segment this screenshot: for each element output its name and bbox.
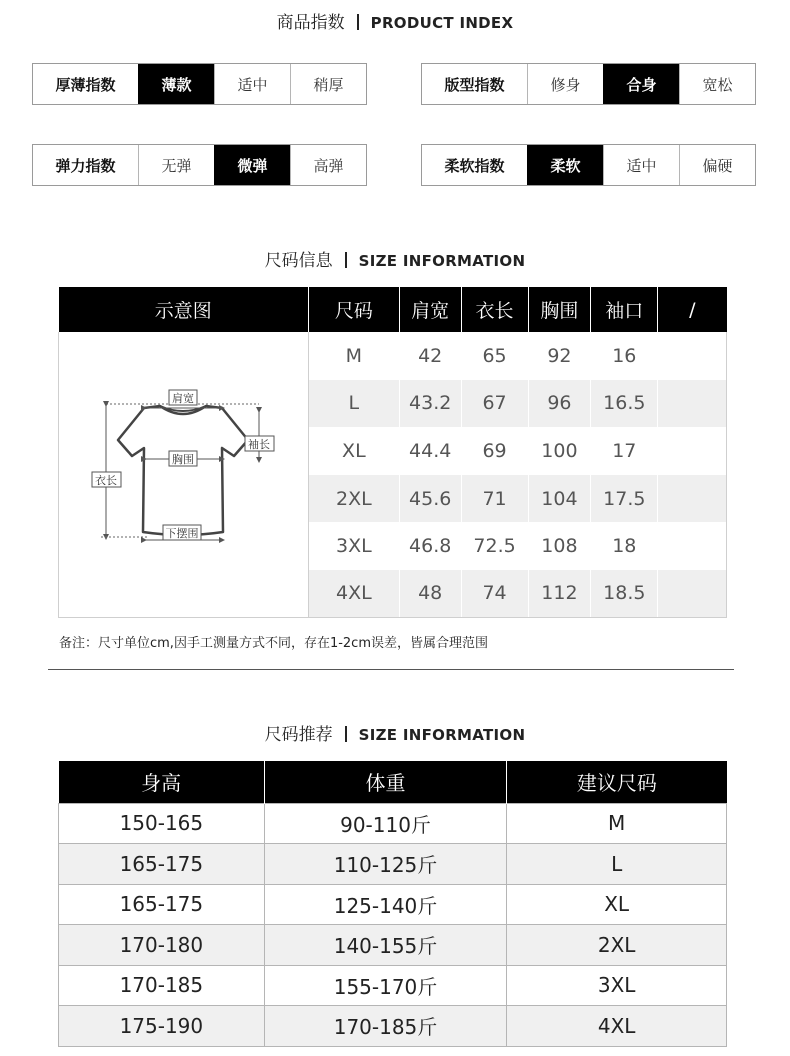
elasticity-index (32, 144, 367, 186)
cell-height: 170-185 (59, 965, 265, 1006)
cell-shoulder: 44.4 (399, 427, 461, 475)
cell-empty (658, 570, 727, 618)
index-label: 厚薄指数 (55, 75, 116, 94)
header-suggested-size: 建议尺码 (507, 761, 727, 803)
diagram-shoulder-label: 肩宽 (172, 392, 195, 405)
cell-size: M (308, 332, 399, 380)
index-option: 微弹 (214, 145, 290, 185)
header-size: 尺码 (308, 287, 399, 332)
thickness-index (32, 63, 367, 105)
cell-shoulder: 46.8 (399, 522, 461, 570)
header-chest: 胸围 (528, 287, 591, 332)
table-row (59, 884, 727, 925)
size-info-title (0, 246, 790, 271)
index-option: 无弹 (138, 145, 214, 185)
cell-weight: 110-125斤 (264, 844, 507, 885)
cell-chest: 96 (528, 380, 591, 428)
cell-length: 65 (461, 332, 528, 380)
size-recommend-table (58, 761, 727, 1047)
product-index-title (0, 8, 790, 33)
cell-shoulder: 45.6 (399, 475, 461, 523)
table-row (59, 1006, 727, 1047)
cell-suggested-size: 4XL (507, 1006, 727, 1047)
size-recommend-title (0, 720, 790, 745)
diagram-length-label: 衣长 (95, 474, 118, 487)
tshirt-measure-icon (59, 332, 307, 612)
cell-cuff: 16.5 (591, 380, 658, 428)
size-table-header (59, 287, 727, 332)
cell-empty (658, 380, 727, 428)
cell-cuff: 17 (591, 427, 658, 475)
tshirt-diagram (59, 332, 309, 618)
cell-height: 175-190 (59, 1006, 265, 1047)
cell-height: 150-165 (59, 803, 265, 844)
cell-empty (658, 332, 727, 380)
cell-height: 170-180 (59, 925, 265, 966)
cell-height: 165-175 (59, 844, 265, 885)
cell-size: XL (308, 427, 399, 475)
cell-chest: 92 (528, 332, 591, 380)
recommend-table-header (59, 761, 727, 803)
measurement-note: 备注：尺寸单位cm,因手工测量方式不同，存在1-2cm误差，皆属合理范围 (59, 636, 488, 651)
index-option: 柔软 (527, 145, 603, 185)
table-row (59, 332, 727, 380)
table-row (59, 844, 727, 885)
size-recommend-title-cn: 尺码推荐 (264, 725, 333, 745)
cell-shoulder: 48 (399, 570, 461, 618)
header-cuff: 袖口 (591, 287, 658, 332)
index-option: 稍厚 (290, 64, 366, 104)
index-option: 宽松 (679, 64, 755, 104)
cell-length: 69 (461, 427, 528, 475)
header-height: 身高 (59, 761, 265, 803)
cell-empty (658, 475, 727, 523)
title-separator (345, 252, 347, 268)
cell-suggested-size: L (507, 844, 727, 885)
index-label: 版型指数 (444, 75, 505, 94)
header-slash: / (658, 287, 727, 332)
cell-cuff: 18.5 (591, 570, 658, 618)
product-index-title-en: PRODUCT INDEX (370, 14, 514, 32)
table-row (59, 803, 727, 844)
cell-length: 74 (461, 570, 528, 618)
index-option: 薄款 (138, 64, 214, 104)
size-info-title-en: SIZE INFORMATION (358, 252, 526, 270)
cell-chest: 100 (528, 427, 591, 475)
index-option: 合身 (603, 64, 679, 104)
table-row (59, 965, 727, 1006)
index-label: 柔软指数 (444, 156, 505, 175)
cell-weight: 170-185斤 (264, 1006, 507, 1047)
cell-size: L (308, 380, 399, 428)
cell-shoulder: 43.2 (399, 380, 461, 428)
cell-weight: 90-110斤 (264, 803, 507, 844)
diagram-sleeve-label: 袖长 (248, 438, 271, 451)
cell-suggested-size: M (507, 803, 727, 844)
cell-cuff: 16 (591, 332, 658, 380)
index-option: 适中 (603, 145, 679, 185)
cell-chest: 108 (528, 522, 591, 570)
cell-empty (658, 522, 727, 570)
cell-cuff: 18 (591, 522, 658, 570)
cell-cuff: 17.5 (591, 475, 658, 523)
table-row (59, 925, 727, 966)
size-recommend-title-en: SIZE INFORMATION (358, 726, 526, 744)
cell-chest: 104 (528, 475, 591, 523)
cell-weight: 140-155斤 (264, 925, 507, 966)
cell-empty (658, 427, 727, 475)
diagram-chest-label: 胸围 (172, 453, 195, 466)
header-shoulder: 肩宽 (399, 287, 461, 332)
fit-index (421, 63, 756, 105)
product-index-title-cn: 商品指数 (276, 13, 345, 33)
index-option: 偏硬 (679, 145, 755, 185)
softness-index (421, 144, 756, 186)
header-length: 衣长 (461, 287, 528, 332)
size-info-table (58, 287, 727, 618)
cell-suggested-size: 3XL (507, 965, 727, 1006)
index-option: 修身 (527, 64, 603, 104)
header-diagram: 示意图 (59, 287, 309, 332)
index-option: 适中 (214, 64, 290, 104)
section-divider (48, 669, 734, 670)
cell-size: 3XL (308, 522, 399, 570)
header-weight: 体重 (264, 761, 507, 803)
cell-size: 4XL (308, 570, 399, 618)
title-separator (357, 14, 359, 30)
cell-suggested-size: 2XL (507, 925, 727, 966)
index-option: 高弹 (290, 145, 366, 185)
cell-size: 2XL (308, 475, 399, 523)
cell-weight: 155-170斤 (264, 965, 507, 1006)
cell-chest: 112 (528, 570, 591, 618)
cell-length: 67 (461, 380, 528, 428)
cell-weight: 125-140斤 (264, 884, 507, 925)
diagram-hem-label: 下摆围 (165, 527, 199, 540)
cell-suggested-size: XL (507, 884, 727, 925)
cell-height: 165-175 (59, 884, 265, 925)
cell-length: 72.5 (461, 522, 528, 570)
title-separator (345, 726, 347, 742)
size-info-title-cn: 尺码信息 (264, 251, 333, 271)
index-label: 弹力指数 (55, 156, 116, 175)
cell-length: 71 (461, 475, 528, 523)
cell-shoulder: 42 (399, 332, 461, 380)
